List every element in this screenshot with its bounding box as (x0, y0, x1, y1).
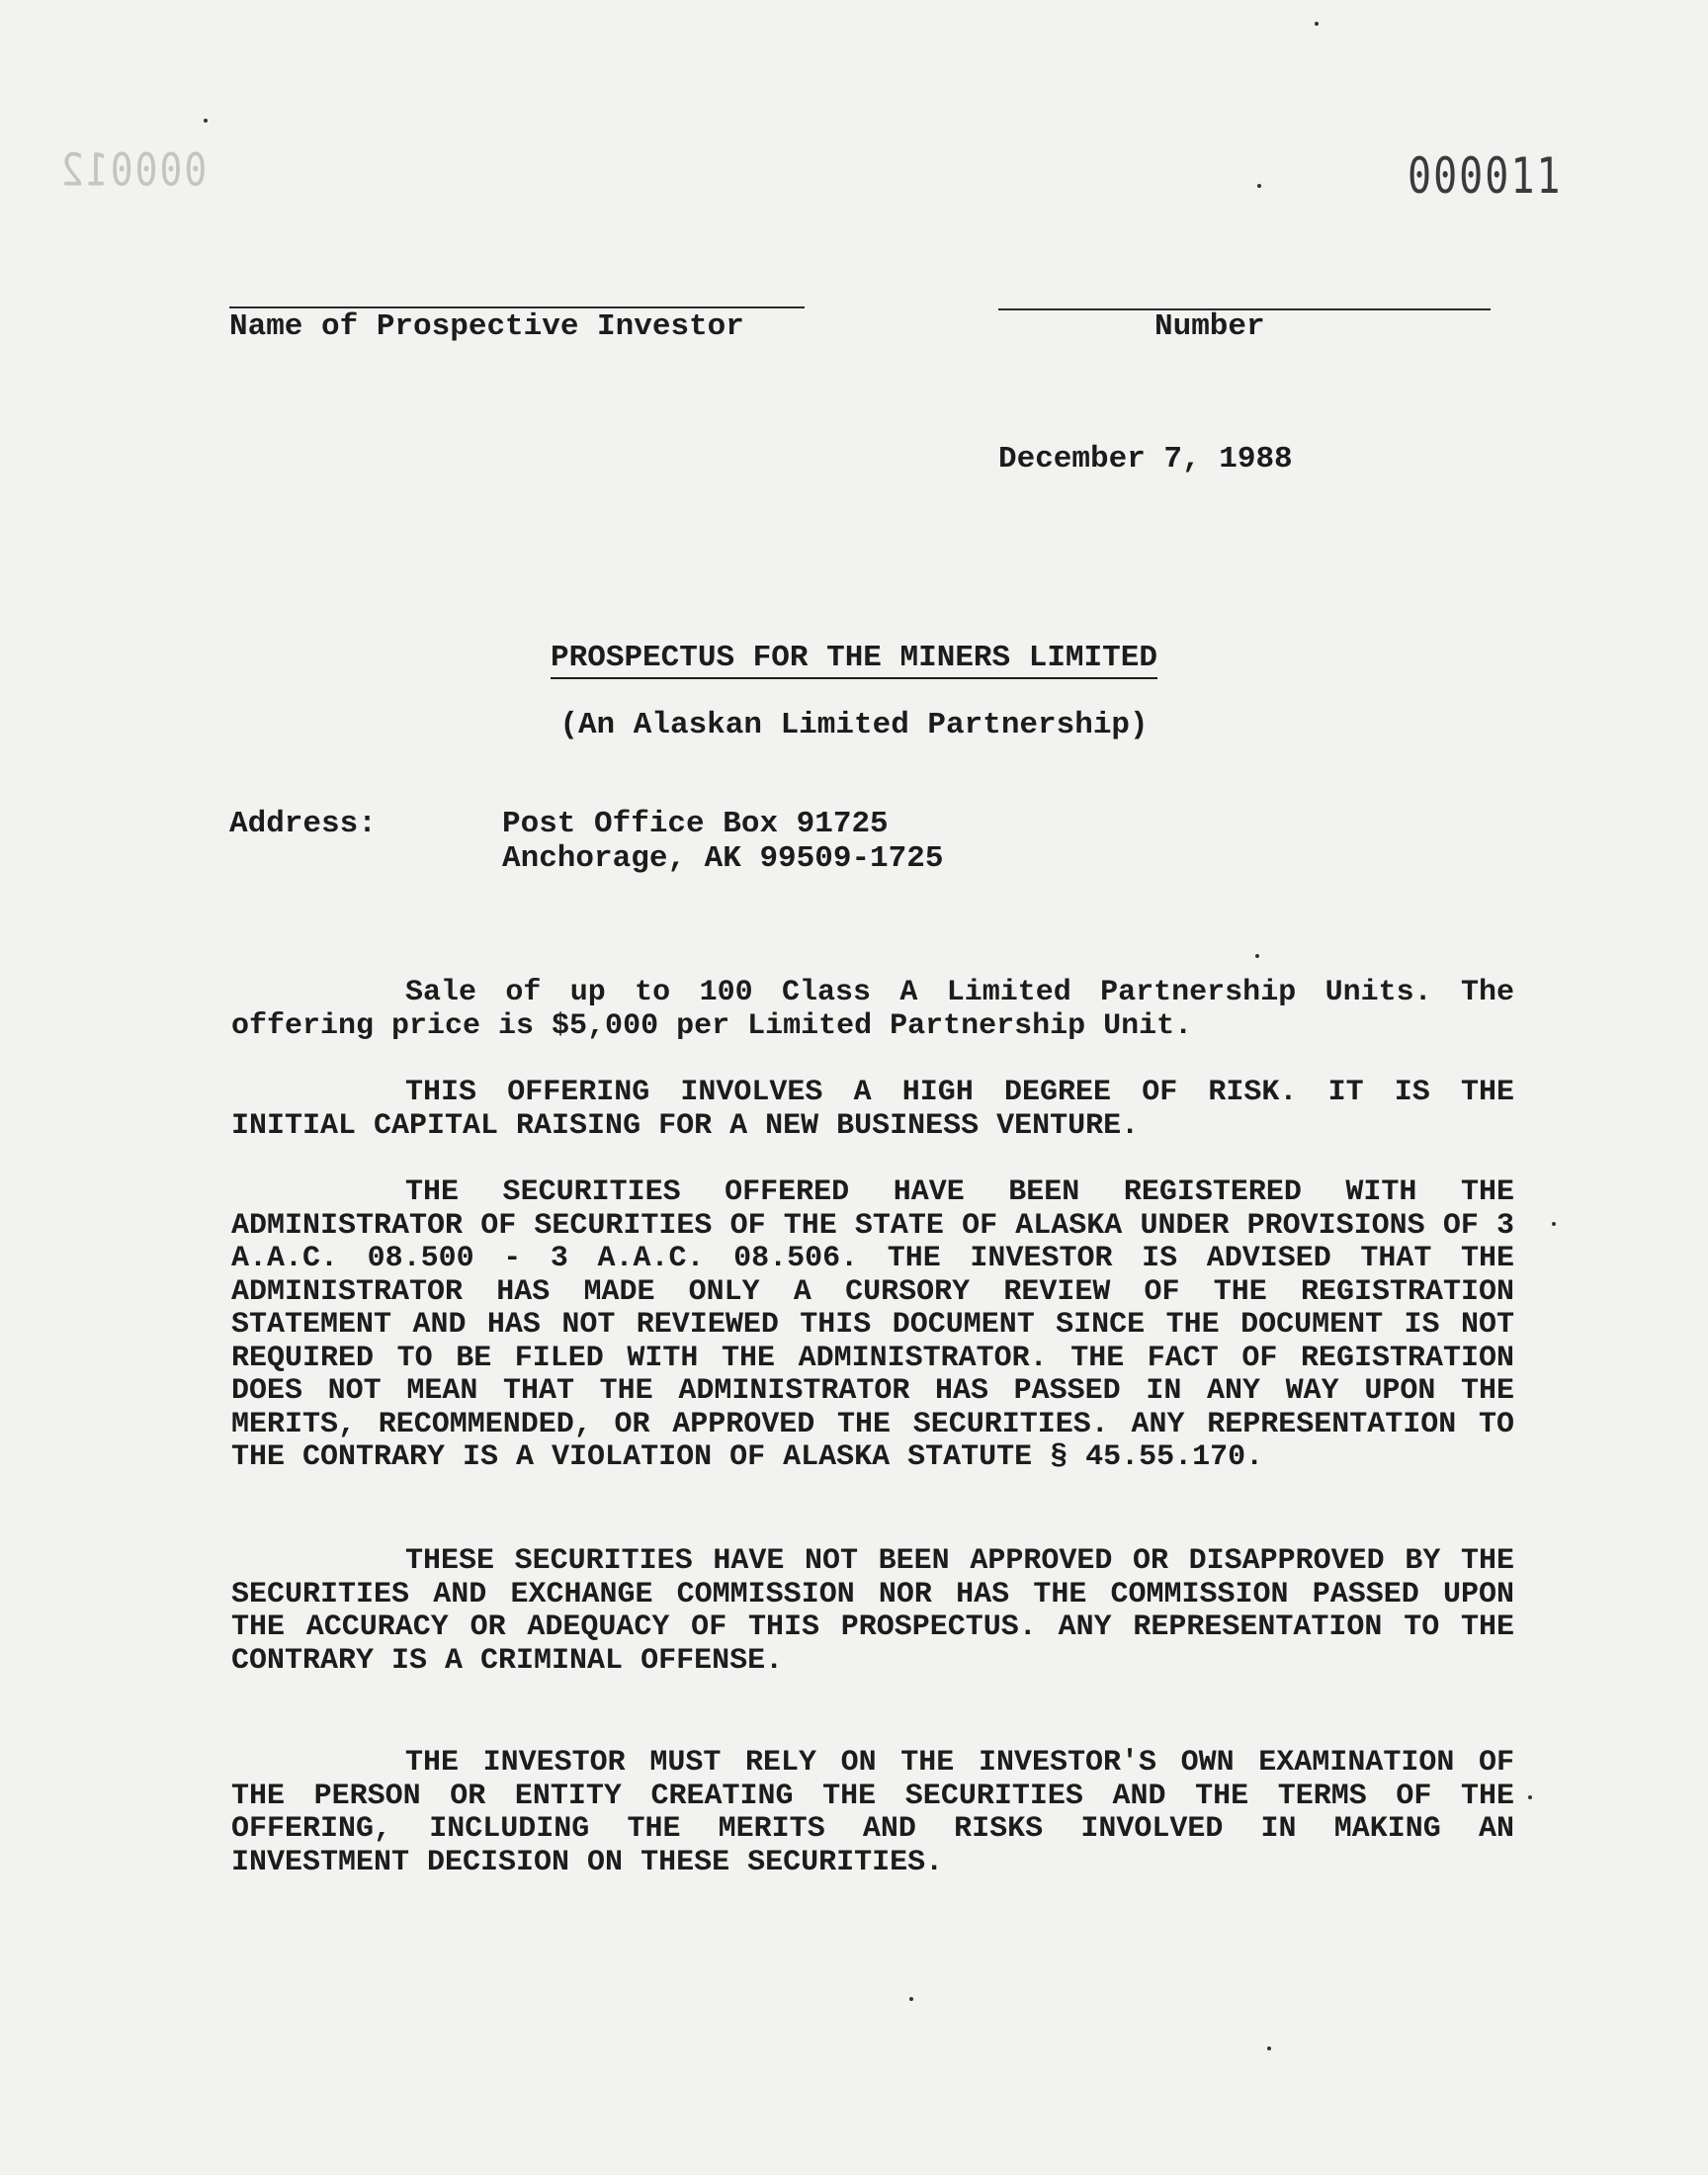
number-label: Number (1154, 309, 1265, 344)
scan-speck (1257, 184, 1261, 188)
investor-reliance-paragraph: THE INVESTOR MUST RELY ON THE INVESTOR'S OWN EXAMINATION OF THE PERSON OR ENTITY CREATING THE SECURITIES AND THE TERMS OF THE OFFERING, INCLUDING THE MERITS AND RISKS INVOLVED IN MAKING AN INVESTMENT DECISION ON THESE SECURITIES. (231, 1746, 1514, 1879)
scan-speck (1255, 954, 1259, 958)
document-title-text: PROSPECTUS FOR THE MINERS LIMITED (551, 641, 1157, 679)
document-subtitle: (An Alaskan Limited Partnership) (559, 708, 1149, 742)
document-date: December 7, 1988 (998, 442, 1293, 477)
scan-speck (1552, 1222, 1556, 1226)
page-number-stamp: 000011 (1408, 148, 1563, 206)
document-title (0, 641, 1708, 675)
bleed-through-stamp: 000012 (59, 143, 208, 197)
address-label: Address: (229, 807, 377, 841)
scan-speck (1267, 2046, 1271, 2050)
investor-name-label: Name of Prospective Investor (229, 309, 744, 344)
scan-speck (204, 119, 208, 123)
scan-speck (909, 1997, 913, 2001)
risk-paragraph: THIS OFFERING INVOLVES A HIGH DEGREE OF RISK. IT IS THE INITIAL CAPITAL RAISING FOR A NEW BUSINESS VENTURE. (231, 1076, 1514, 1143)
offering-paragraph: Sale of up to 100 Class A Limited Partnership Units. The offering price is $5,000 per Limited Partnership Unit. (231, 976, 1514, 1043)
registration-paragraph: THE SECURITIES OFFERED HAVE BEEN REGISTERED WITH THE ADMINISTRATOR OF SECURITIES OF THE STATE OF ALASKA UNDER PROVISIONS OF 3 A.A.C. 08.500 - 3 A.A.C. 08.506. THE INVESTOR IS ADVISED THAT THE ADMINISTRATOR HAS MADE ONLY A CURSORY REVIEW OF THE REGISTRATION STATEMENT AND HAS NOT REVIEWED THIS DOCUMENT SINCE THE DOCUMENT IS NOT REQUIRED TO BE FILED WITH THE ADMINISTRATOR. THE FACT OF REGISTRATION DOES NOT MEAN THAT THE ADMINISTRATOR HAS PASSED IN ANY WAY UPON THE MERITS, RECOMMENDED, OR APPROVED THE SECURITIES. ANY REPRESENTATION TO THE CONTRARY IS A VIOLATION OF ALASKA STATUTE § 45.55.170. (231, 1175, 1514, 1474)
investor-name-line (229, 306, 805, 308)
address-line-1: Post Office Box 91725 (502, 807, 889, 841)
scan-speck (1315, 22, 1319, 26)
sec-disclaimer-paragraph: THESE SECURITIES HAVE NOT BEEN APPROVED OR DISAPPROVED BY THE SECURITIES AND EXCHANGE COMMISSION NOR HAS THE COMMISSION PASSED UPON THE ACCURACY OR ADEQUACY OF THIS PROSPECTUS. ANY REPRESENTATION TO THE CONTRARY IS A CRIMINAL OFFENSE. (231, 1544, 1514, 1678)
address-line-2: Anchorage, AK 99509-1725 (502, 841, 944, 876)
scan-speck (1528, 1795, 1532, 1799)
